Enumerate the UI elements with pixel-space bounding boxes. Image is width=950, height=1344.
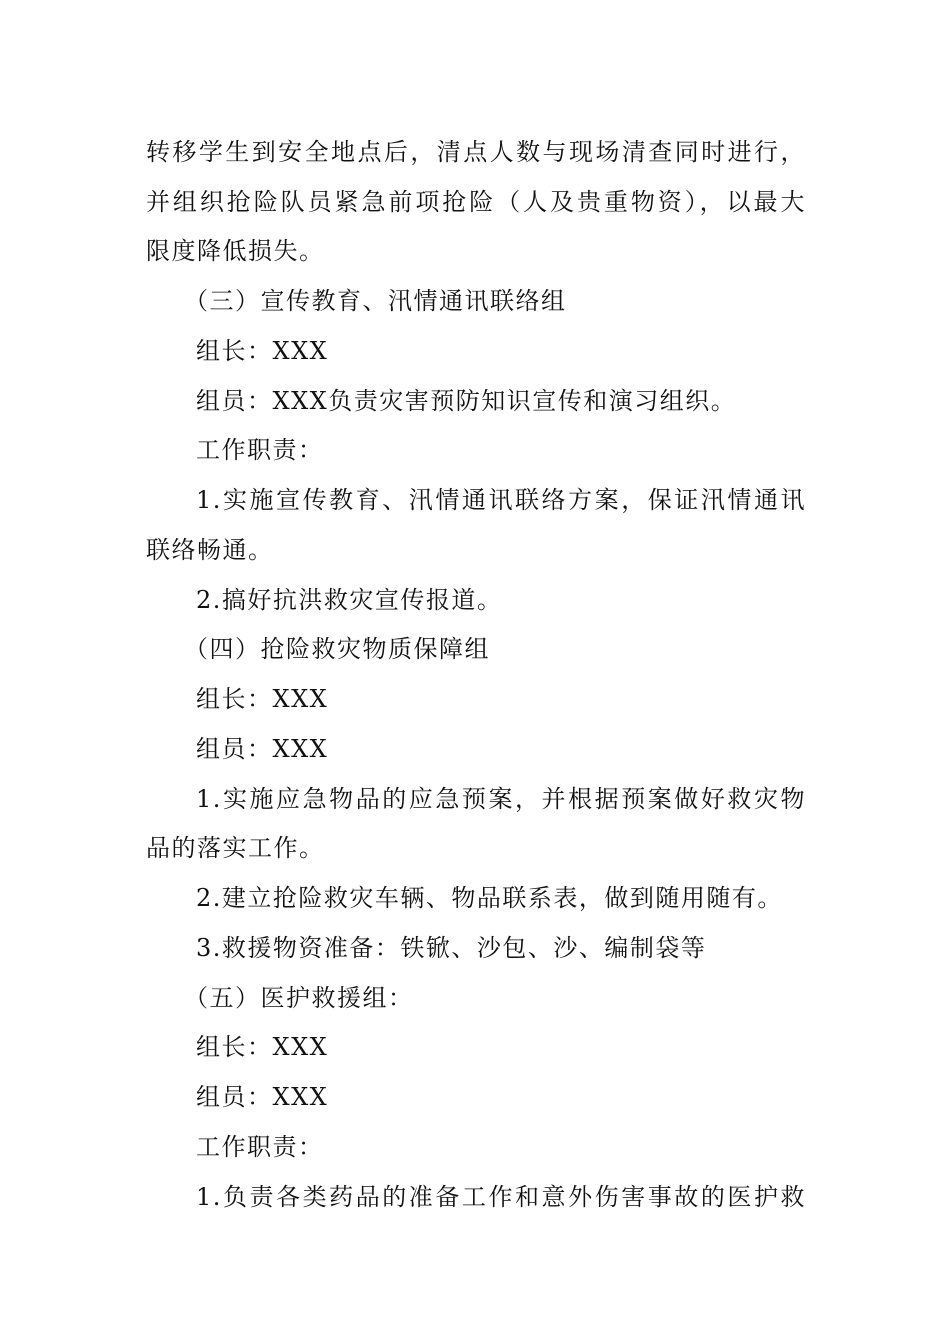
paragraph-line: 联络畅通。 <box>146 536 274 564</box>
section-heading-3: （三）宣传教育、汛情通讯联络组 <box>184 287 567 315</box>
duty-item: 1.实施应急物品的应急预案，并根据预案做好救灾物 <box>196 785 806 813</box>
paragraph-line: 限度降低损失。 <box>146 237 325 265</box>
paragraph-line: 品的落实工作。 <box>146 834 325 862</box>
group-leader: 组长：XXX <box>196 337 329 365</box>
duty-item: 2.建立抢险救灾车辆、物品联系表，做到随用随有。 <box>196 884 783 912</box>
duties-label: 工作职责： <box>196 1133 324 1161</box>
group-members: 组员：XXX <box>196 735 329 763</box>
group-members: 组员：XXX <box>196 1083 329 1111</box>
section-heading-4: （四）抢险救灾物质保障组 <box>184 635 490 663</box>
duty-item: 3.救援物资准备：铁锨、沙包、沙、编制袋等 <box>196 934 707 962</box>
duty-item: 2.搞好抗洪救灾宣传报道。 <box>196 586 503 614</box>
group-leader: 组长：XXX <box>196 685 329 713</box>
paragraph-line: 并组织抢险队员紧急前项抢险（人及贵重物资），以最大 <box>146 188 806 216</box>
paragraph-line: 转移学生到安全地点后，清点人数与现场清查同时进行， <box>146 138 806 166</box>
section-heading-5: （五）医护救援组： <box>184 984 414 1012</box>
group-members: 组员：XXX负责灾害预防知识宣传和演习组织。 <box>196 387 737 415</box>
group-leader: 组长：XXX <box>196 1033 329 1061</box>
duty-item: 1.实施宣传教育、汛情通讯联络方案，保证汛情通讯 <box>196 486 806 514</box>
duties-label: 工作职责： <box>196 436 324 464</box>
duty-item: 1.负责各类药品的准备工作和意外伤害事故的医护救 <box>196 1183 806 1211</box>
